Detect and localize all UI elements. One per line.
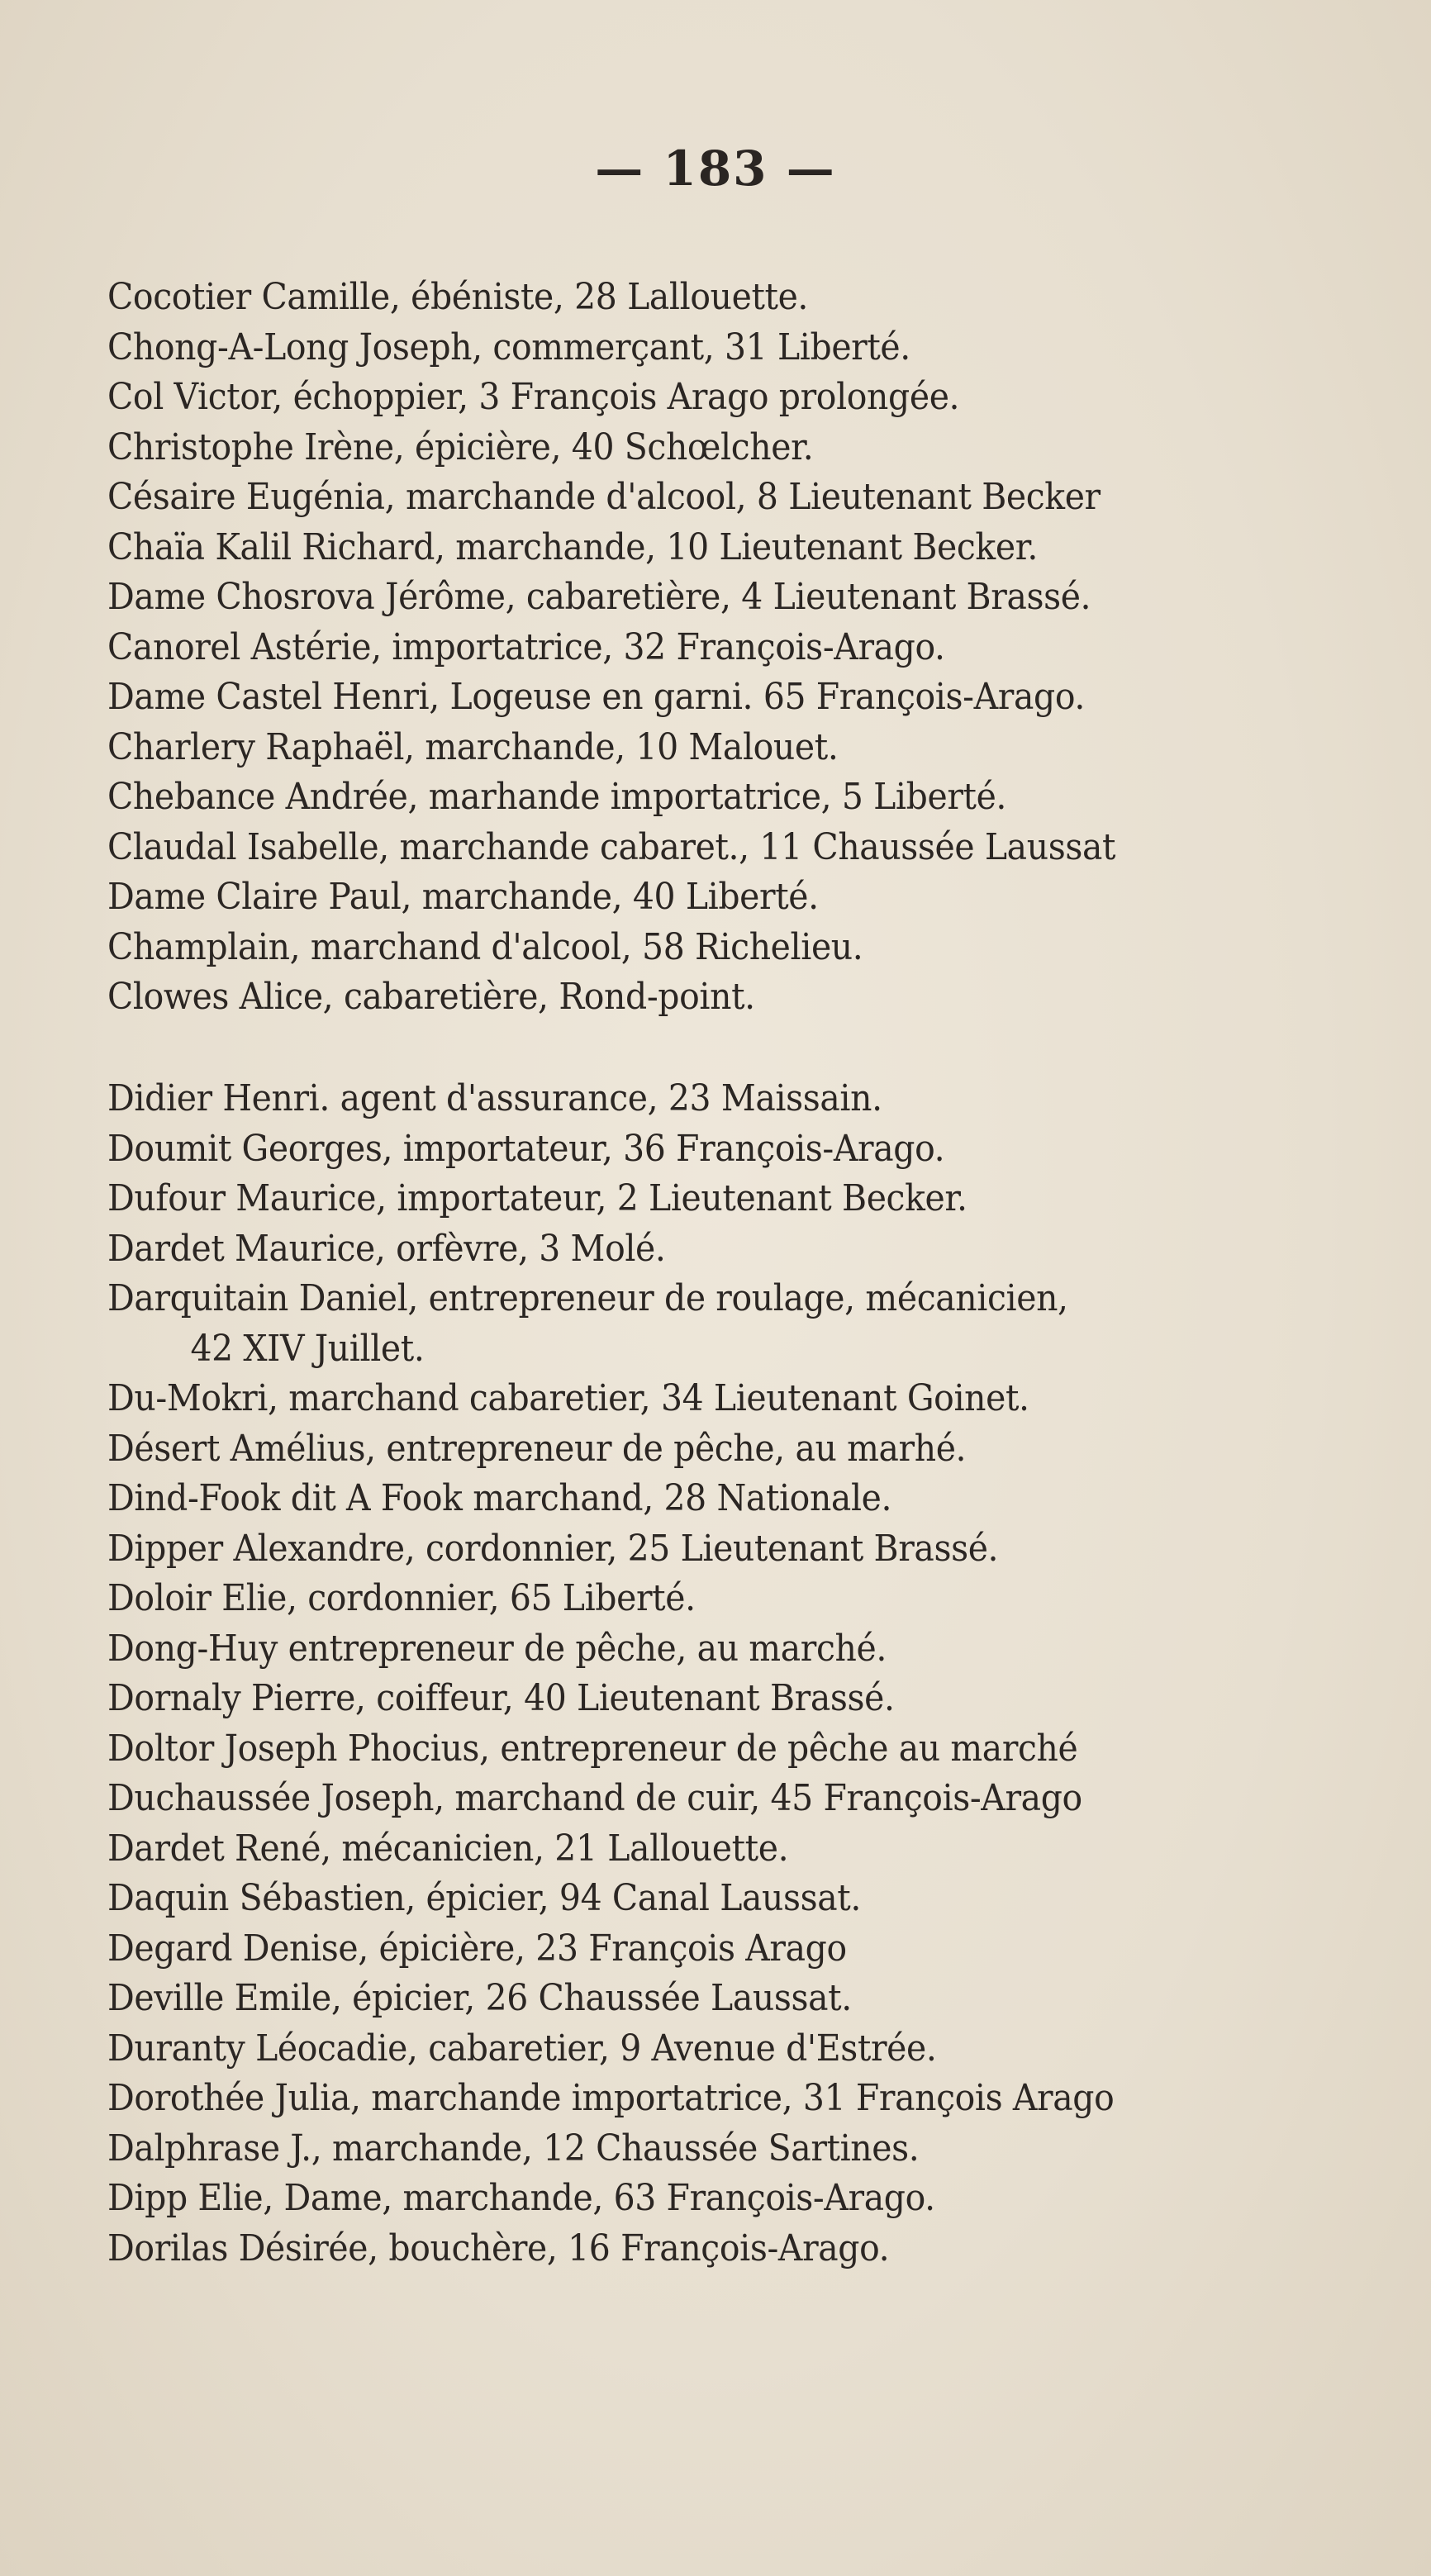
directory-entry: Dalphrase J., marchande, 12 Chaussée Sartines. [107,2127,920,2170]
directory-entry: Duranty Léocadie, cabaretier, 9 Avenue d'Estrée. [107,2027,937,2070]
directory-entry: Claudal Isabelle, marchande cabaret., 11 Chaussée Laussat [107,825,1116,868]
section-d-entries [107,1074,1355,2274]
directory-entry: Dipp Elie, Dame, marchande, 63 François-Arago. [107,2177,935,2219]
directory-entry: Doumit Georges, importateur, 36 François-Arago. [107,1127,945,1170]
directory-entry: Dame Castel Henri, Logeuse en garni. 65 François-Arago. [107,676,1086,718]
directory-entry: Dorothée Julia, marchande importatrice, 31 François Arago [107,2077,1115,2119]
directory-entry: Champlain, marchand d'alcool, 58 Richelieu. [107,925,863,968]
directory-entry: Dorilas Désirée, bouchère, 16 François-Arago. [107,2227,890,2269]
directory-entry: Clowes Alice, cabaretière, Rond-point. [107,976,755,1018]
directory-entry: Deville Emile, épicier, 26 Chaussée Laussat. [107,1977,852,2019]
directory-entry: Désert Amélius, entrepreneur de pêche, au marhé. [107,1427,967,1470]
directory-entry: Dame Claire Paul, marchande, 40 Liberté. [107,876,819,918]
directory-entry: Didier Henri. agent d'assurance, 23 Maissain. [107,1077,882,1119]
directory-entry: Dufour Maurice, importateur, 2 Lieutenant Becker. [107,1177,967,1219]
directory-entry: Dipper Alexandre, cordonnier, 25 Lieutenant Brassé. [107,1527,999,1570]
directory-entry: Daquin Sébastien, épicier, 94 Canal Laussat. [107,1877,861,1919]
directory-entry-continuation: 42 XIV Juillet. [190,1327,425,1370]
directory-entry: Degard Denise, épicière, 23 François Arago [107,1927,847,1970]
directory-entry: Césaire Eugénia, marchande d'alcool, 8 Lieutenant Becker [107,476,1101,518]
directory-entry: Chaïa Kalil Richard, marchande, 10 Lieutenant Becker. [107,525,1039,568]
directory-entry: Doloir Elie, cordonnier, 65 Liberté. [107,1577,696,1619]
directory-entry: Doltor Joseph Phocius, entrepreneur de pêche au marché [107,1727,1078,1770]
directory-entry: Charlery Raphaël, marchande, 10 Malouet. [107,725,839,768]
page-number: — 183 — [595,140,836,197]
directory-entry: Dame Chosrova Jérôme, cabaretière, 4 Lieutenant Brassé. [107,576,1091,618]
directory-entry: Dornaly Pierre, coiffeur, 40 Lieutenant Brassé. [107,1677,895,1719]
section-c-entries [107,273,1355,1023]
directory-entry: Dind-Fook dit A Fook marchand, 28 Nationale. [107,1477,892,1519]
directory-entry: Chong-A-Long Joseph, commerçant, 31 Liberté. [107,326,910,368]
directory-entry: Dardet Maurice, orfèvre, 3 Molé. [107,1227,666,1270]
directory-entry: Dardet René, mécanicien, 21 Lallouette. [107,1827,789,1870]
directory-entry: Christophe Irène, épicière, 40 Schœlcher. [107,425,814,468]
directory-entry: Cocotier Camille, ébéniste, 28 Lallouette. [107,276,809,318]
directory-entry: Col Victor, échoppier, 3 François Arago prolongée. [107,376,960,418]
directory-entry: Canorel Astérie, importatrice, 32 François-Arago. [107,625,945,668]
directory-entry: Dong-Huy entrepreneur de pêche, au marché. [107,1627,887,1670]
directory-entry: Duchaussée Joseph, marchand de cuir, 45 François-Arago [107,1777,1082,1819]
directory-entry: Darquitain Daniel, entrepreneur de roulage, mécanicien, [107,1277,1068,1319]
directory-entry: Chebance Andrée, marhande importatrice, 5 Liberté. [107,776,1007,818]
directory-entry: Du-Mokri, marchand cabaretier, 34 Lieutenant Goinet. [107,1377,1029,1419]
